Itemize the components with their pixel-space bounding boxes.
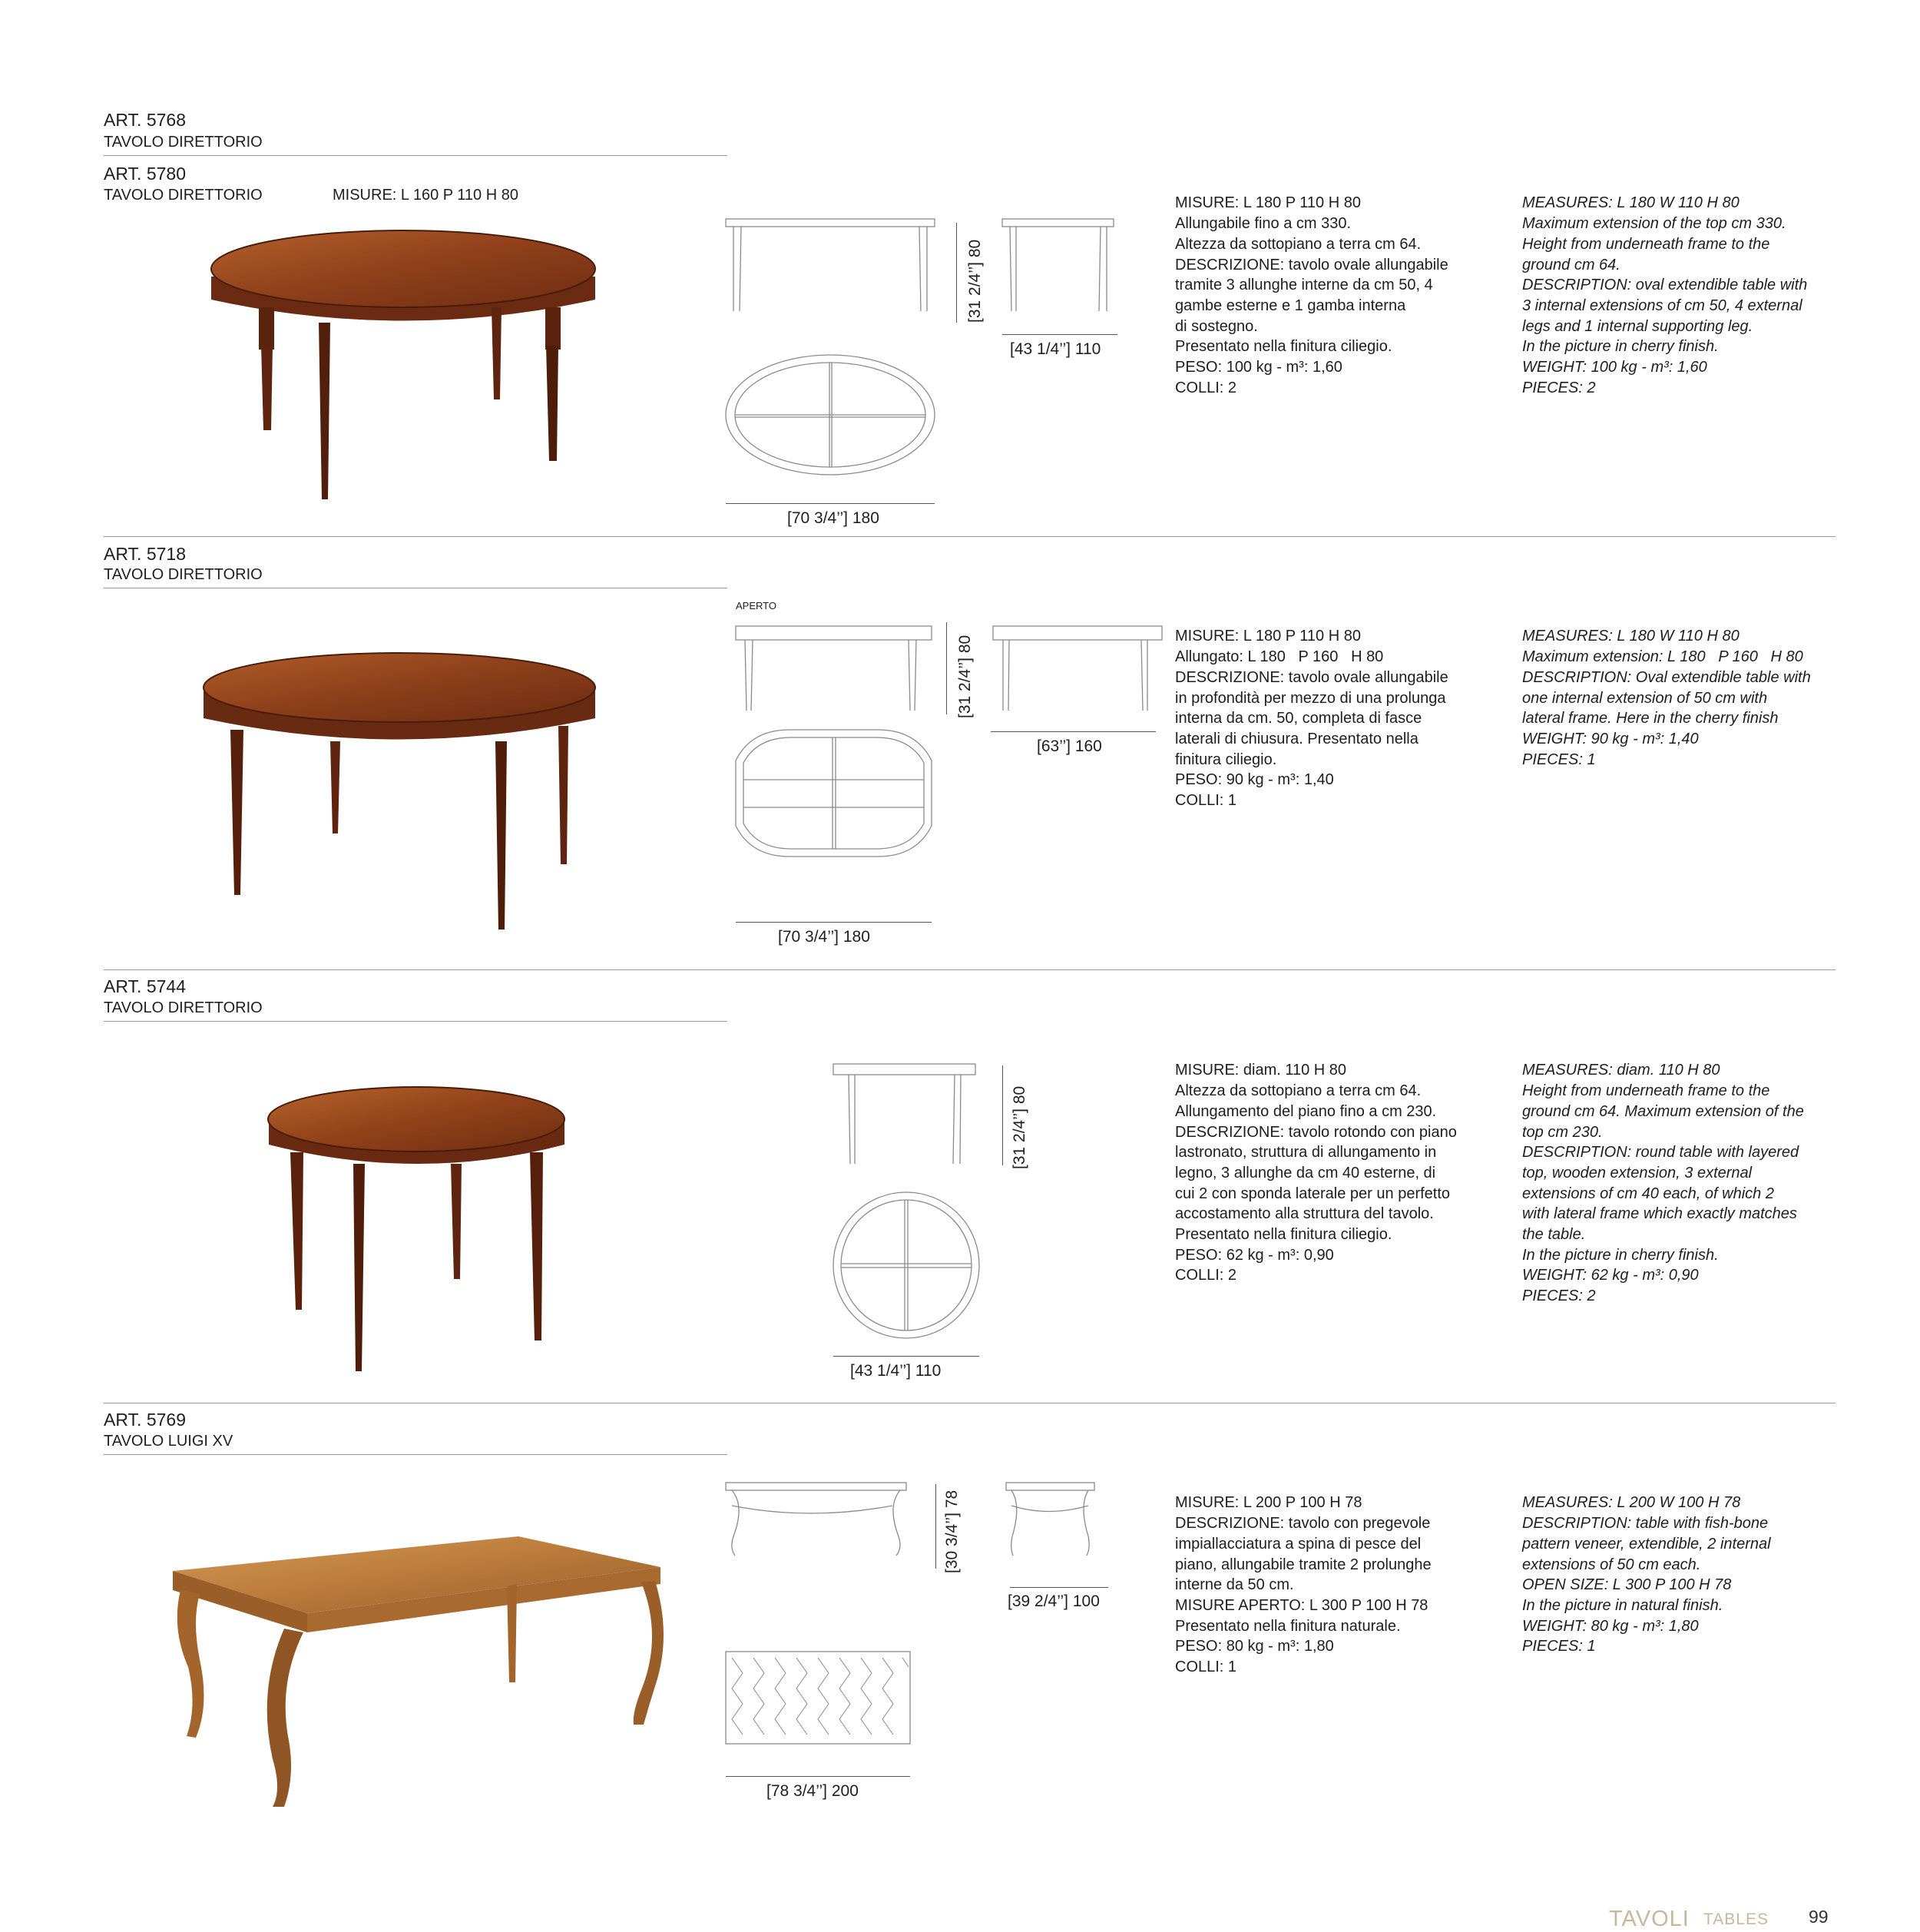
dimension-depth: [43 1/4’’] 110	[1010, 340, 1101, 358]
italian-description: MISURE: L 180 P 110 H 80 Allungabile fino a cm 330. Altezza da sottopiano a terra cm 64. DESCRIZIONE: tavolo ovale allungabile tramite 3 allunghe interne da cm 50, 4 gambe esterne e 1 gamba interna di sostegno. Presentato nella finitura ciliegio. PESO: 100 kg - m³: 1,60 COLLI: 2	[1175, 194, 1448, 396]
article-subtitle: TAVOLO LUIGI XV	[104, 1433, 233, 1450]
footer-section-en: TABLES	[1703, 1910, 1769, 1928]
article-subtitle: TAVOLO DIRETTORIO	[104, 566, 263, 583]
article-subtitle: TAVOLO DIRETTORIO	[104, 134, 263, 151]
dimension-line	[726, 503, 935, 504]
article-number: ART. 5744	[104, 976, 186, 996]
italian-description: MISURE: L 180 P 110 H 80 Allungato: L 180 P 160 H 80 DESCRIZIONE: tavolo ovale allungabile in profondità per mezzo di una prolunga interna da cm. 50, completa di fasce laterali di chiusura. Presentato nella finitura ciliegio. PESO: 90 kg - m³: 1,40 COLLI: 1	[1175, 628, 1448, 810]
italian-description: MISURE: L 200 P 100 H 78 DESCRIZIONE: tavolo con pregevole impiallacciatura a spina di pesce del piano, allungabile tramite 2 prolunghe interne da 50 cm. MISURE APERTO: L 300 P 100 H 78 Presentato nella finitura naturale. PESO: 80 kg - m³: 1,80 COLLI: 1	[1175, 1494, 1432, 1676]
divider	[104, 1454, 727, 1455]
dimension-height: [31 2/4’’] 80	[956, 635, 974, 718]
open-label: APERTO	[736, 600, 776, 611]
dimension-line	[946, 622, 947, 714]
technical-drawing	[833, 1064, 1033, 1356]
technical-drawing	[726, 1483, 1125, 1759]
footer-section-it: TAVOLI	[1609, 1907, 1690, 1931]
english-description: MEASURES: L 200 W 100 H 78 DESCRIPTION: table with fish-bone pattern veneer, extendible, 2 internal extensions of 50 cm each. OPEN SIZE: L 300 P 100 H 78 In the picture in natural finish. WEIGHT: 80 kg - m³: 1,80 PIECES: 1	[1522, 1494, 1771, 1655]
dimension-line	[991, 731, 1156, 732]
section-divider	[104, 969, 1836, 970]
article-number: ART. 5768	[104, 110, 186, 130]
dimension-length: [70 3/4’’] 180	[787, 509, 879, 527]
dimension-line	[1002, 334, 1117, 335]
technical-drawing	[726, 219, 1079, 511]
dimension-height: [31 2/4’’] 80	[966, 239, 984, 323]
technical-drawing	[736, 626, 1166, 918]
section-divider	[104, 536, 1836, 537]
dimension-line	[736, 922, 932, 923]
dimension-depth: [39 2/4’’] 100	[1008, 1592, 1100, 1610]
table-photo	[196, 657, 603, 933]
dimension-depth: [63’’] 160	[1037, 737, 1102, 755]
table-photo	[196, 223, 611, 507]
table-photo	[157, 1529, 668, 1813]
article-number: ART. 5718	[104, 544, 186, 564]
english-description: MEASURES: L 180 W 110 H 80 Maximum extension: L 180 P 160 H 80 DESCRIPTION: Oval extendible table with one internal extension of 50 cm with lateral frame. Here in the cherry finish WEIGHT: 90 kg - m³: 1,40 PIECES: 1	[1522, 628, 1811, 768]
dimension-length: [70 3/4’’] 180	[778, 928, 870, 946]
dimension-line	[1010, 1587, 1108, 1588]
dimension-line	[956, 223, 957, 323]
page-number: 99	[1809, 1907, 1829, 1927]
article-subtitle: TAVOLO DIRETTORIO	[104, 187, 263, 204]
divider	[104, 155, 727, 156]
italian-description: MISURE: diam. 110 H 80 Altezza da sottopiano a terra cm 64. Allungamento del piano fino a cm 230. DESCRIZIONE: tavolo rotondo con piano lastronato, struttura di allungamento in legno, 3 allunghe da cm 40 esterne, di cui 2 con sponda laterale per un perfetto accostamento alla struttura del tavolo. Presentato nella finitura ciliegio. PESO: 62 kg - m³: 0,90 COLLI: 2	[1175, 1062, 1457, 1284]
dimension-height: [31 2/4’’] 80	[1011, 1085, 1028, 1169]
dimension-line	[833, 1356, 979, 1357]
divider	[104, 1021, 727, 1022]
dimension-height: [30 3/4’’] 78	[943, 1490, 961, 1573]
article-number: ART. 5769	[104, 1410, 186, 1430]
table-photo	[265, 1087, 572, 1375]
dimension-line	[726, 1776, 910, 1777]
inline-measures: MISURE: L 160 P 110 H 80	[333, 187, 518, 204]
dimension-length: [43 1/4’’] 110	[850, 1362, 942, 1380]
dimension-line	[935, 1484, 936, 1569]
article-subtitle: TAVOLO DIRETTORIO	[104, 999, 263, 1016]
english-description: MEASURES: L 180 W 110 H 80 Maximum extension of the top cm 330. Height from underneath frame to the ground cm 64. DESCRIPTION: oval extendible table with 3 internal extensions of cm 50, 4 external legs and 1 internal supporting leg. In the picture in cherry finish. WEIGHT: 100 kg - m³: 1,60 PIECES: 2	[1522, 194, 1808, 396]
dimension-length: [78 3/4’’] 200	[766, 1782, 859, 1800]
article-number: ART. 5780	[104, 164, 186, 184]
dimension-line	[1002, 1065, 1003, 1165]
english-description: MEASURES: diam. 110 H 80 Height from underneath frame to the ground cm 64. Maximum extension of the top cm 230. DESCRIPTION: round table with layered top, wooden extension, 3 external extensions of cm 40 each, of which 2 with lateral frame which exactly matches the table. In the picture in cherry finish. WEIGHT: 62 kg - m³: 0,90 PIECES: 2	[1522, 1062, 1804, 1305]
